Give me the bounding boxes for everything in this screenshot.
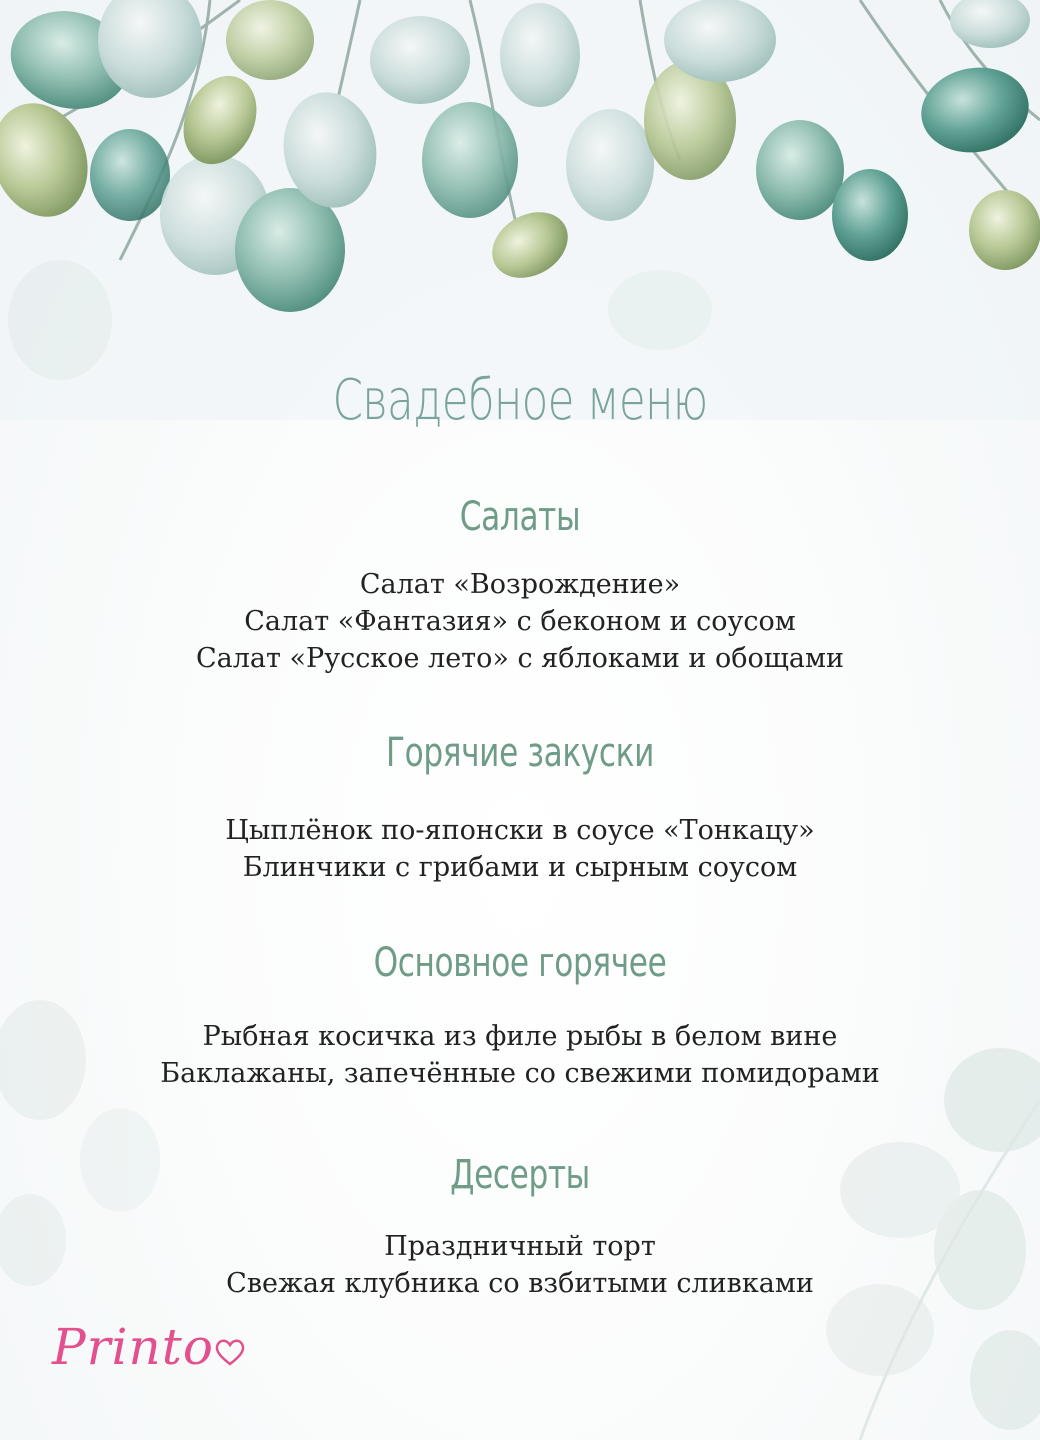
menu-item: Салат «Русское лето» с яблоками и обощами [196, 643, 844, 674]
section-items-salads [0, 566, 1040, 677]
section-heading-desserts: Десерты [450, 1152, 590, 1198]
section-heading-hot-appetizers: Горячие закуски [386, 730, 654, 776]
menu-item: Блинчики с грибами и сырным соусом [242, 852, 798, 883]
menu-title: Свадебное меню [332, 368, 708, 433]
section-items-hot-appetizers [0, 812, 1040, 886]
printo-logo [52, 1318, 246, 1378]
menu-item: Салат «Возрождение» [359, 569, 681, 600]
menu-item: Салат «Фантазия» с беконом и соусом [244, 606, 796, 637]
menu-item: Баклажаны, запечённые со свежими помидорами [160, 1058, 880, 1089]
menu-item: Свежая клубника со взбитыми сливками [226, 1268, 814, 1299]
menu-item: Цыплёнок по-японски в соусе «Тонкацу» [225, 815, 815, 846]
menu-item: Рыбная косичка из филе рыбы в белом вине [202, 1021, 838, 1052]
logo-text: Printo [52, 1318, 214, 1376]
section-items-desserts [0, 1228, 1040, 1302]
menu-item: Праздничный торт [384, 1231, 656, 1262]
heart-icon [214, 1338, 246, 1366]
section-heading-main-course: Основное горячее [373, 940, 667, 986]
section-heading-salads: Салаты [459, 494, 581, 540]
section-items-main-course [0, 1018, 1040, 1092]
